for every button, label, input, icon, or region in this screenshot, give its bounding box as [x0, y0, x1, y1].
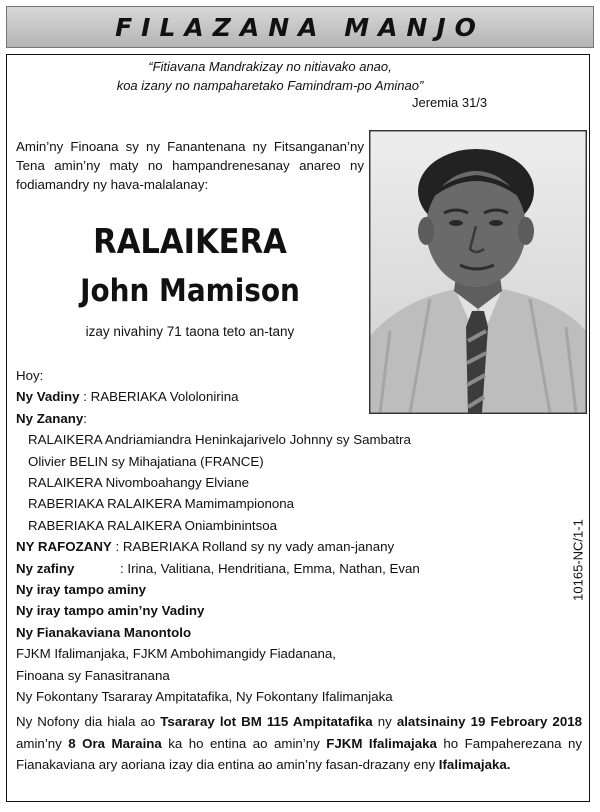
- closing-text-4: ka ho entina ao amin’ny: [161, 735, 327, 751]
- rafozany-value: : RABERIAKA Rolland sy ny vady aman-janany: [115, 539, 395, 555]
- closing-time: 8 Ora Maraina: [68, 735, 162, 751]
- deceased-surname: RALAIKERA: [93, 222, 287, 262]
- hoy-line: Hoy:: [16, 368, 44, 383]
- closing-date: alatsinainy 19 Febroary 2018: [396, 714, 582, 729]
- vadiny-value: : RABERIAKA Vololonirina: [83, 389, 239, 405]
- quote-line-1: “Fitiavana Mandrakizay no nitiavako anao,: [148, 59, 392, 74]
- child-item: RALAIKERA Nivomboahangy Elviane: [28, 475, 249, 491]
- closing-text-2: ny: [372, 714, 397, 729]
- rafozany-row: [16, 536, 556, 557]
- deceased-age: izay nivahiny 71 taona teto an-tany: [85, 324, 295, 339]
- closing-text-1: Ny Nofony dia hiala ao: [16, 714, 161, 729]
- zanany-row: [16, 408, 556, 429]
- rafozany-label: NY RAFOZANY: [16, 539, 112, 555]
- closing-place: Tsararay lot BM 115 Ampitatafika: [160, 714, 373, 729]
- zanany-colon: :: [83, 410, 87, 426]
- child-item: Olivier BELIN sy Mihajatiana (FRANCE): [28, 453, 264, 469]
- family-list: [16, 365, 556, 708]
- child-item: RALAIKERA Andriamiandra Heninkajarivelo Johnny sy Sambatra: [28, 432, 411, 448]
- child-item: RABERIAKA RALAIKERA Oniambinintsoa: [28, 517, 278, 533]
- quote-line-2: koa izany no nampaharetako Famindram-po Aminao”: [116, 78, 424, 93]
- org-line: FJKM Ifalimanjaka, FJKM Ambohimangidy Fiadanana,: [16, 646, 337, 662]
- closing-text-5: ho Fampaherezana ny Fianakaviana ary aoriana izay dia entina ao amin’ny fasan-drazany eny: [16, 735, 583, 772]
- whole-family-line: Ny Fianakaviana Manontolo: [16, 624, 192, 640]
- closing-final-place: Ifalimajaka.: [438, 757, 511, 772]
- vadiny-row: [16, 386, 556, 407]
- deceased-given-names: John Mamison: [80, 273, 300, 309]
- closing-church: FJKM Ifalimajaka: [326, 735, 437, 751]
- org-line: Ny Fokontany Tsararay Ampitatafika, Ny Fokontany Ifalimanjaka: [16, 689, 393, 705]
- vadiny-label: Ny Vadiny: [16, 389, 80, 405]
- header-banner: [6, 6, 594, 48]
- zafiny-label: Ny zafiny: [16, 560, 75, 576]
- header-title: FILAZANA MANJO: [115, 12, 485, 42]
- quote-reference: Jeremia 31/3: [412, 95, 488, 110]
- closing-text-3: amin’ny: [16, 735, 69, 751]
- intro-paragraph: Amin’ny Finoana sy ny Fanantenana ny Fitsanganan’ny Tena amin’ny maty no hampandrenesanay anareo ny fodiamandry ny hava-malalanay:: [16, 139, 364, 192]
- child-item: RABERIAKA RALAIKERA Mamimampionona: [28, 496, 295, 512]
- siblings-line: Ny iray tampo aminy: [16, 582, 147, 598]
- zafiny-row: [16, 558, 556, 579]
- zafiny-value: : Irina, Valitiana, Hendritiana, Emma, Nathan, Evan: [120, 560, 420, 576]
- reference-code: 10165-NC/1-1: [570, 519, 586, 601]
- zanany-label: Ny Zanany: [16, 410, 84, 426]
- bible-quote: [60, 57, 480, 95]
- org-line: Finoana sy Fanasitranana: [16, 667, 170, 683]
- spouse-siblings-line: Ny iray tampo amin’ny Vadiny: [16, 603, 205, 619]
- closing-paragraph: [16, 711, 582, 776]
